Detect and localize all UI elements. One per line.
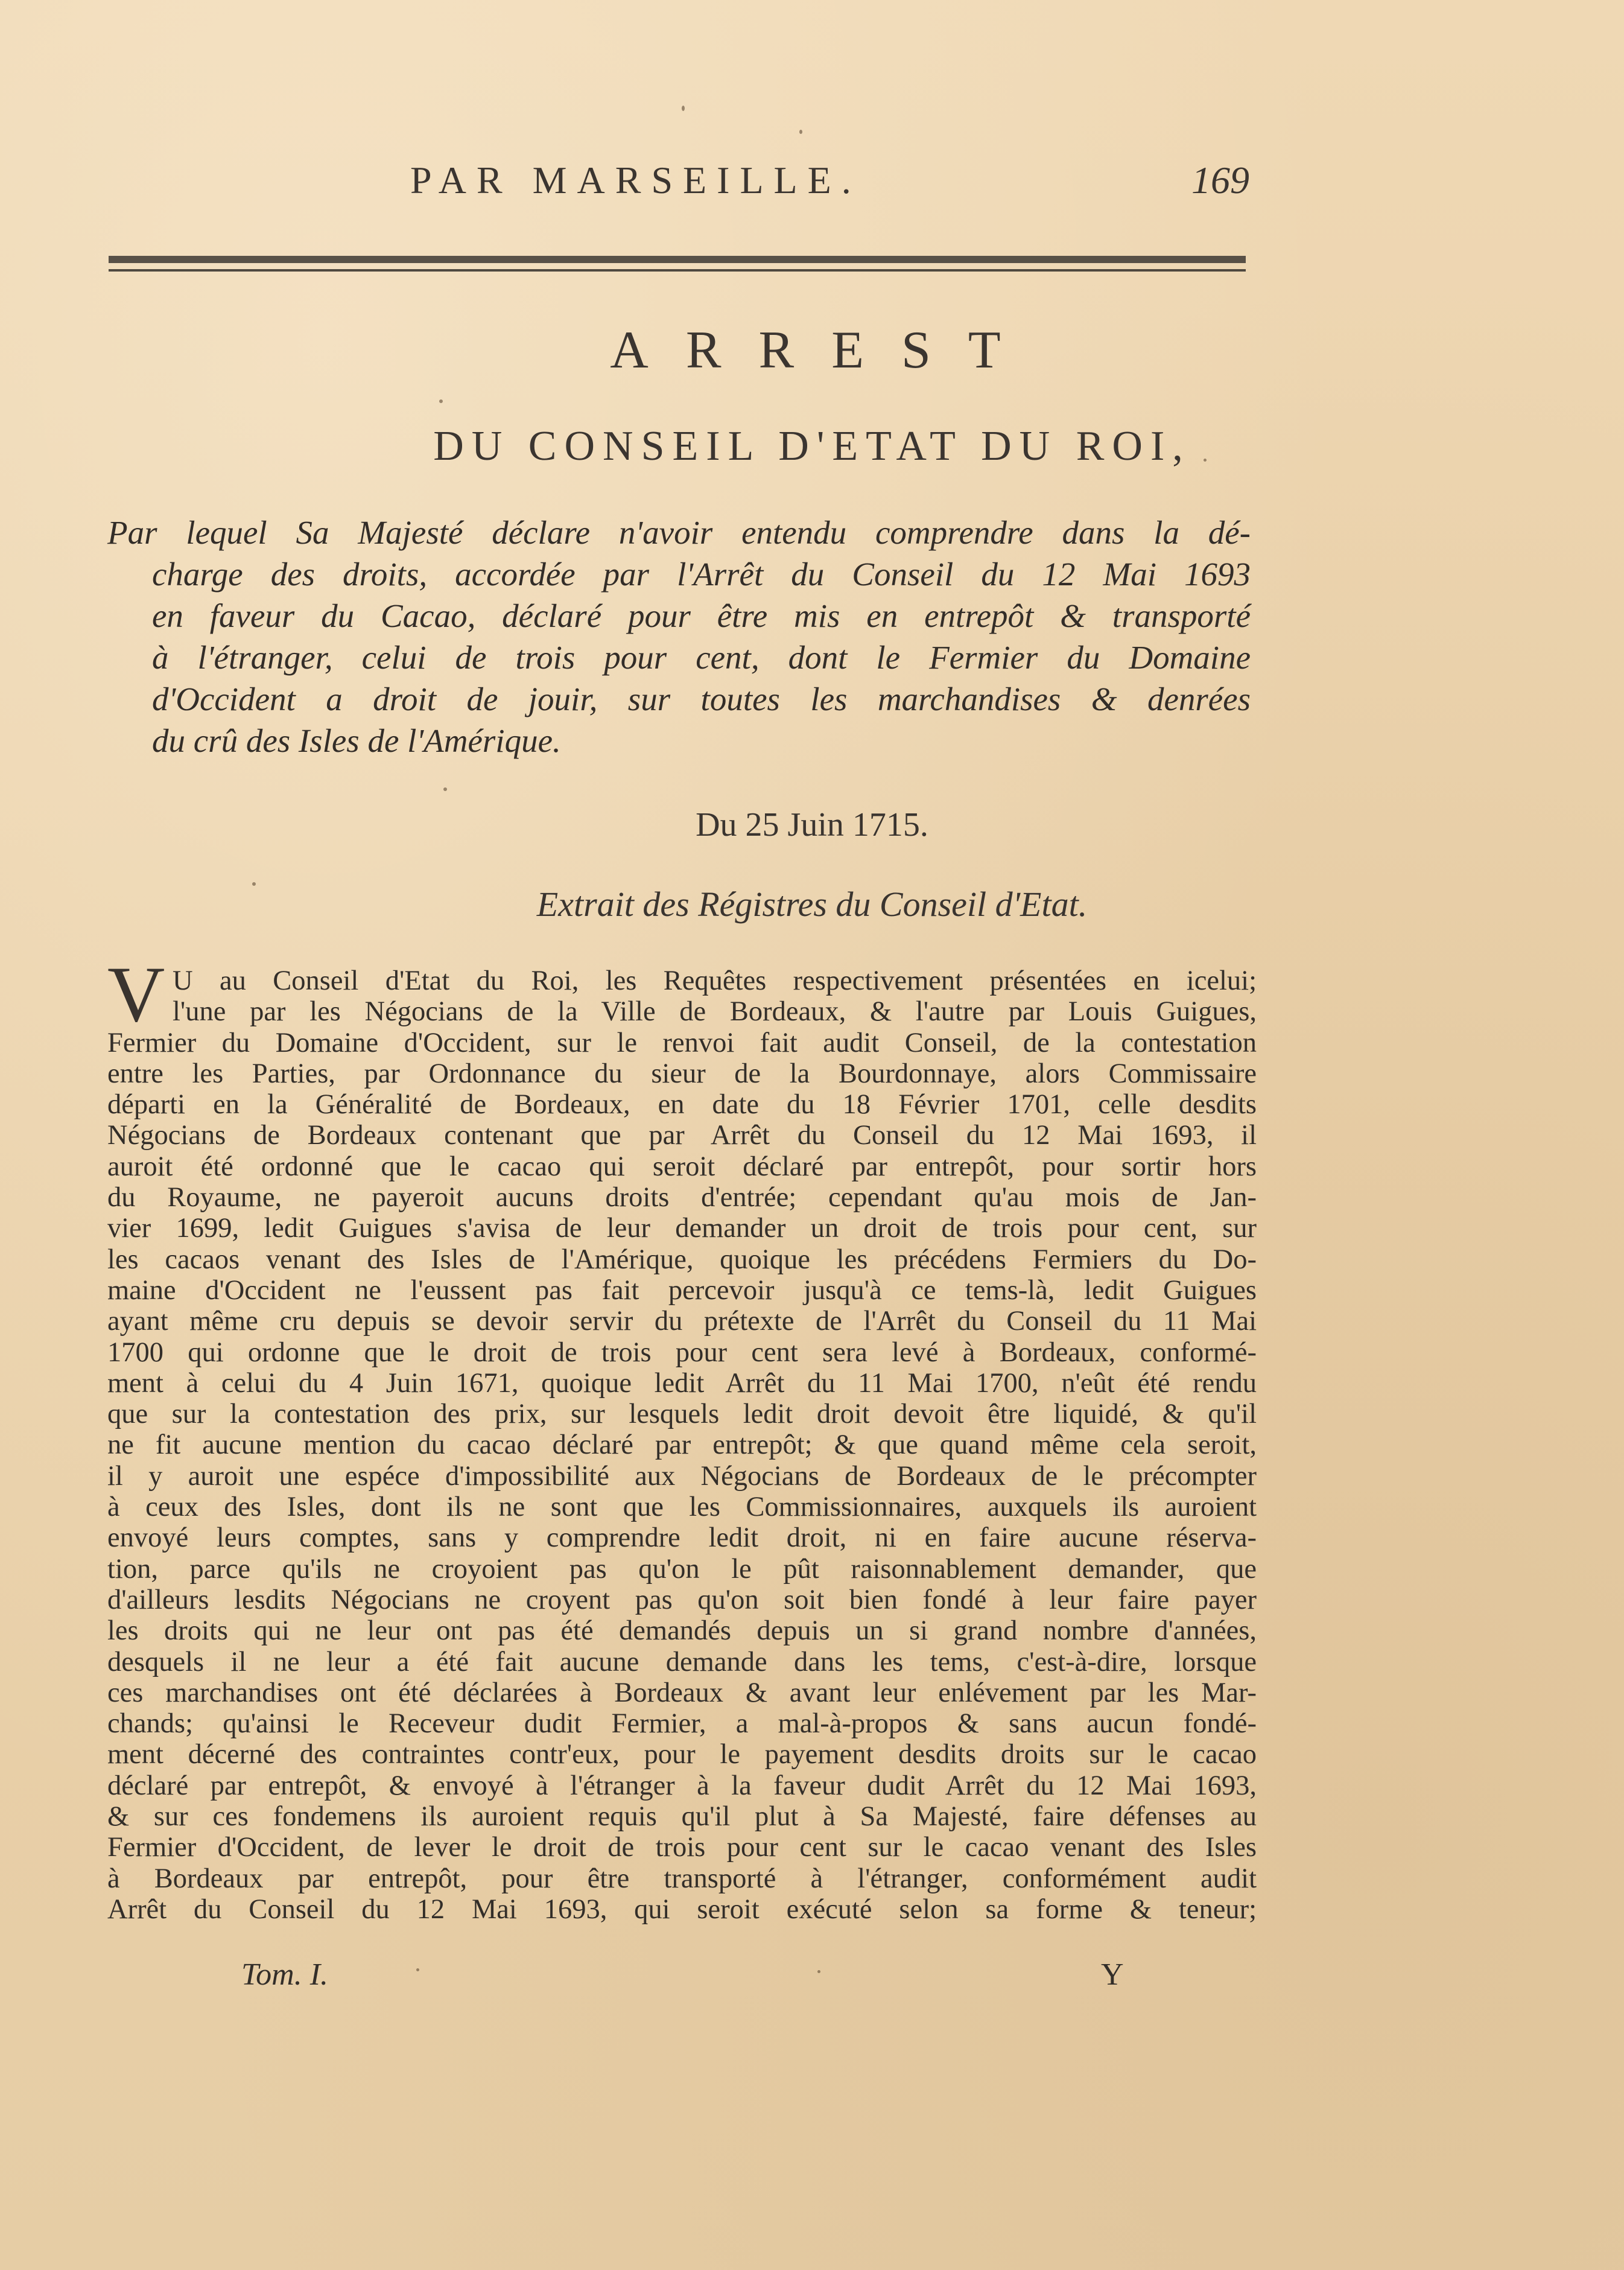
document-title: ARREST xyxy=(610,321,1038,380)
body-line: auroit été ordonné que le cacao qui seroit déclaré par entrepôt, pour sortir hors xyxy=(107,1151,1257,1182)
signature-mark: Y xyxy=(1101,1957,1124,1992)
body-line: déclaré par entrepôt, & envoyé à l'étranger à la faveur dudit Arrêt du 12 Mai 1693, xyxy=(107,1770,1257,1801)
body-line: Arrêt du Conseil du 12 Mai 1693, qui seroit exécuté selon sa forme & teneur; xyxy=(107,1893,1257,1925)
page-number: 169 xyxy=(1191,159,1249,202)
paper-speck xyxy=(682,106,685,111)
document-subtitle: DU CONSEIL D'ETAT DU ROI, xyxy=(433,423,1191,469)
paper-speck xyxy=(817,1970,820,1973)
body-line: l'une par les Négocians de la Ville de Bordeaux, & l'autre par Louis Guigues, xyxy=(173,996,1257,1028)
paper-speck xyxy=(799,130,802,134)
paper-speck xyxy=(252,882,256,886)
body-paragraph xyxy=(107,965,1257,1925)
paper-speck xyxy=(1204,459,1207,462)
body-line: vier 1699, ledit Guigues s'avisa de leur demander un droit de trois pour cent, sur xyxy=(107,1213,1257,1244)
body-line: tion, parce qu'ils ne croyoient pas qu'on le pût raisonnablement demander, que xyxy=(107,1553,1257,1585)
body-line: départi en la Généralité de Bordeaux, en date du 18 Février 1701, celle desdits xyxy=(107,1089,1257,1121)
summary-paragraph xyxy=(107,512,1251,761)
running-head: PAR MARSEILLE. xyxy=(410,159,861,202)
body-line: ces marchandises ont été déclarées à Bordeaux & avant leur enlévement par les Mar- xyxy=(107,1677,1257,1708)
extract-heading: Extrait des Régistres du Conseil d'Etat. xyxy=(536,885,1088,924)
body-line: les droits qui ne leur ont pas été demandés depuis un si grand nombre d'années, xyxy=(107,1615,1257,1647)
body-line: & sur ces fondemens ils auroient requis qu'il plut à Sa Majesté, faire défenses au xyxy=(107,1801,1257,1833)
body-line: que sur la contestation des prix, sur lesquels ledit droit devoit être liquidé, & qu'il xyxy=(107,1399,1257,1430)
ornamental-rule xyxy=(109,256,1246,263)
summary-line: charge des droits, accordée par l'Arrêt du Conseil du 12 Mai 1693 xyxy=(152,556,1251,593)
paper-speck xyxy=(443,787,447,791)
body-line: il y auroit une espéce d'impossibilité aux Négocians de Bordeaux de le précompter xyxy=(107,1460,1257,1492)
summary-line: à l'étranger, celui de trois pour cent, dont le Fermier du Domaine xyxy=(152,639,1251,676)
body-line: Fermier d'Occident, de lever le droit de trois pour cent sur le cacao venant des Isles xyxy=(107,1832,1257,1863)
body-line: ment décerné des contraintes contr'eux, pour le payement desdits droits sur le cacao xyxy=(107,1739,1257,1770)
summary-line: d'Occident a droit de jouir, sur toutes les marchandises & denrées xyxy=(152,681,1251,717)
body-line: les cacaos venant des Isles de l'Amérique, quoique les précédens Fermiers du Do- xyxy=(107,1244,1257,1275)
body-line: desquels il ne leur a été fait aucune demande dans les tems, c'est-à-dire, lorsque xyxy=(107,1646,1257,1677)
volume-mark: Tom. I. xyxy=(241,1957,329,1992)
drop-cap: V xyxy=(107,950,165,1038)
body-line: ne fit aucune mention du cacao déclaré par entrepôt; & que quand même cela seroit, xyxy=(107,1429,1257,1461)
body-line: du Royaume, ne payeroit aucuns droits d'entrée; cependant qu'au mois de Jan- xyxy=(107,1182,1257,1213)
summary-line: Par lequel Sa Majesté déclare n'avoir entendu comprendre dans la dé- xyxy=(107,514,1251,551)
body-line: à Bordeaux par entrepôt, pour être transporté à l'étranger, conformément audit xyxy=(107,1863,1257,1894)
paper-speck xyxy=(439,399,443,403)
body-line: U au Conseil d'Etat du Roi, les Requêtes respectivement présentées en icelui; xyxy=(173,965,1257,996)
thin-rule xyxy=(109,269,1246,272)
body-line: Fermier du Domaine d'Occident, sur le renvoi fait audit Conseil, de la contestation xyxy=(107,1027,1257,1058)
body-line: ayant même cru depuis se devoir servir du prétexte de l'Arrêt du Conseil du 11 Mai xyxy=(107,1306,1257,1337)
body-line: à ceux des Isles, dont ils ne sont que les Commissionnaires, auxquels ils auroient xyxy=(107,1492,1257,1523)
body-line: d'ailleurs lesdits Négocians ne croyent pas qu'on soit bien fondé à leur faire payer xyxy=(107,1584,1257,1615)
body-line: Négocians de Bordeaux contenant que par Arrêt du Conseil du 12 Mai 1693, il xyxy=(107,1120,1257,1151)
body-line: envoyé leurs comptes, sans y comprendre ledit droit, ni en faire aucune réserva- xyxy=(107,1522,1257,1554)
decree-date: Du 25 Juin 1715. xyxy=(696,806,928,844)
body-line: entre les Parties, par Ordonnance du sieur de la Bourdonnaye, alors Commissaire xyxy=(107,1058,1257,1089)
body-line: ment à celui du 4 Juin 1671, quoique ledit Arrêt du 11 Mai 1700, n'eût été rendu xyxy=(107,1367,1257,1399)
summary-line: en faveur du Cacao, déclaré pour être mis en entrepôt & transporté xyxy=(152,597,1251,634)
body-line: chands; qu'ainsi le Receveur dudit Fermier, a mal-à-propos & sans aucun fondé- xyxy=(107,1708,1257,1740)
body-line: 1700 qui ordonne que le droit de trois pour cent sera levé à Bordeaux, conformé- xyxy=(107,1337,1257,1368)
paper-speck xyxy=(416,1968,419,1971)
summary-line: du crû des Isles de l'Amérique. xyxy=(152,722,561,759)
body-line: maine d'Occident ne l'eussent pas fait percevoir jusqu'à ce tems-là, ledit Guigues xyxy=(107,1274,1257,1306)
